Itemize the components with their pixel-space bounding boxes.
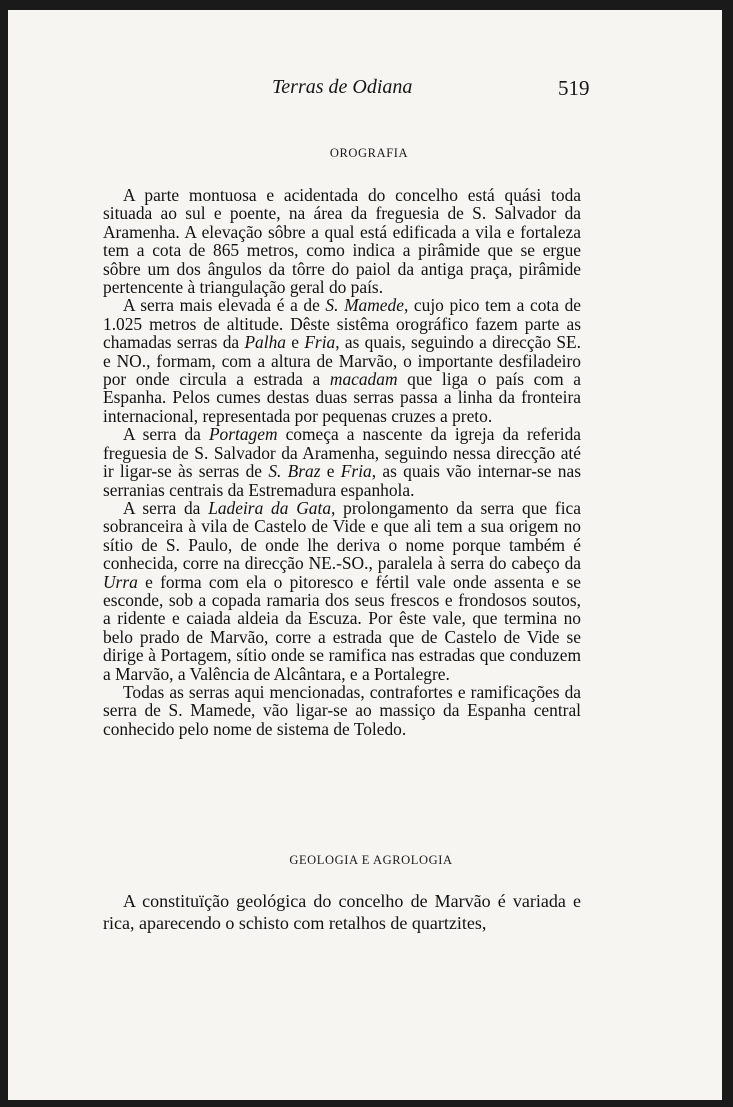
text-run: começa a nascente da igreja da referida freguesia de S. Salvador da Aramenha, seguindo nessa direcção até ir ligar-se às serras de <box>103 424 581 482</box>
text-run: que liga o país com a Espanha. Pelos cumes destas duas serras passa a linha da fronteira internacional, representada por pequenas cruzes a preto. <box>103 369 581 426</box>
italic-run: Fria <box>340 461 372 482</box>
text-run: A serra da <box>123 497 209 518</box>
page-number: 519 <box>558 76 590 100</box>
section-heading-geologia: GEOLOGIA E AGROLOGIA <box>289 853 453 867</box>
text-run: Todas as serras aqui mencionadas, contrafortes e ramificações da serra de S. Mamede, vão ligar-se ao massiço da Espanha central conhecido pelo nome de sistema de Toledo. <box>103 681 581 739</box>
paragraph <box>103 499 581 683</box>
running-title: Terras de Odiana <box>272 76 413 98</box>
italic-run: Portagem <box>208 424 278 445</box>
paragraph <box>103 296 581 425</box>
text-run: , as quais vão internar-se nas serranias centrais da Estremadura espanhola. <box>103 461 581 500</box>
paragraph <box>103 186 581 296</box>
book-page <box>8 10 722 1100</box>
text-run: e forma com ela o pitoresco e fértil vale onde assenta e se esconde, sob a copada ramaria dos seus frescos e frondosos soutos, a ridente e caiada aldeia da Escuza. Por êste vale, que termina no belo prado de Marvão, corre a estrada que de Castelo de Vide se dirige à Portagem, sítio onde se ramifica nas estradas que conduzem a Marvão, a Valência de Alcântara, e a Portalegre. <box>103 571 581 684</box>
section-heading-orografia: OROGRAFIA <box>329 146 409 160</box>
section-body-geologia <box>103 890 581 934</box>
italic-run: macadam <box>329 369 398 390</box>
italic-run: Ladeira da Gata, <box>208 497 336 518</box>
text-run: A serra da <box>123 424 209 445</box>
text-run: A parte montuosa e acidentada do concelho está quási toda situada ao sul e poente, na área da freguesia de S. Salvador da Aramenha. A elevação sôbre a qual está edificada a vila e fortaleza tem a cota de 865 metros, como indica a pirâmide que se ergue sôbre um dos ângulos da tôrre do paiol da antiga praça, pirâmide pertencente à triangulação geral do país. <box>103 185 581 298</box>
text-run: A constituïção geológica do concelho de Marvão é variada e rica, aparecendo o schisto com retalhos de quartzites, <box>103 891 581 933</box>
italic-run: Urra <box>103 571 138 592</box>
italic-run: S. Mamede <box>325 295 404 316</box>
text-run: e <box>285 332 305 353</box>
italic-run: Fria <box>304 332 336 353</box>
italic-run: S. Braz <box>268 461 321 482</box>
text-run: , cujo pico tem a cota de 1.025 metros de altitude. Dêste sistêma orográfico fazem parte as chamadas serras da <box>103 295 581 353</box>
text-run: , as quais, seguindo a direcção SE. e NO., formam, com a altura de Marvão, o importante desfiladeiro por onde circula a estrada a <box>103 332 581 390</box>
paragraph <box>103 425 581 499</box>
page-header <box>8 72 722 102</box>
italic-run: Palha <box>244 332 286 353</box>
paragraph <box>103 890 581 934</box>
text-run: A serra mais elevada é a de <box>123 295 326 316</box>
text-run: prolongamento da serra que fica sobranceira à vila de Castelo de Vide e que ali tem a sua origem no sítio de S. Paulo, de onde lhe deriva o nome porque também é conhecida, corre na direcção NE.-SO., paralela à serra do cabeço da <box>103 497 581 574</box>
text-run: e <box>320 461 341 482</box>
paragraph <box>103 683 581 738</box>
section-body-orografia <box>103 186 581 738</box>
